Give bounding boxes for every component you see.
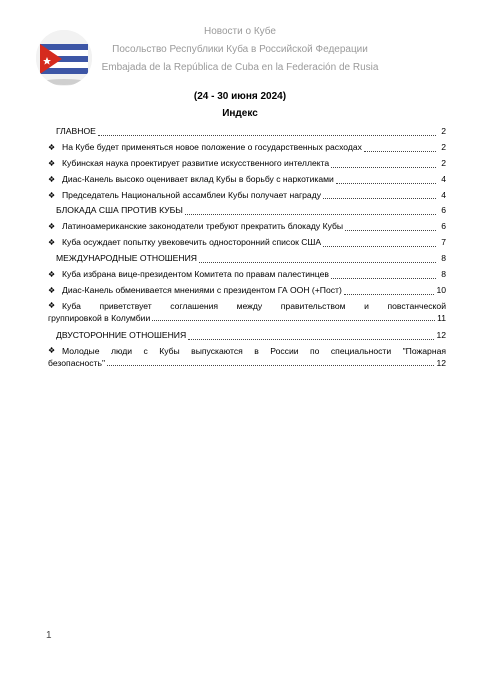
leader-dots — [199, 262, 436, 263]
toc-page-number: 8 — [441, 253, 446, 264]
cuba-flag-logo — [36, 30, 92, 86]
leader-dots — [323, 198, 436, 199]
leader-dots — [152, 320, 435, 321]
page-number: 1 — [46, 630, 52, 641]
toc-item-title: Кубинская наука проектирует развитие искусственного интеллекта — [62, 157, 330, 168]
toc-item[interactable] — [48, 299, 446, 328]
toc-page-number: 12 — [436, 329, 446, 340]
toc-section-title: БЛОКАДА США ПРОТИВ КУБЫ — [56, 205, 183, 216]
table-of-contents — [48, 124, 446, 373]
diamond-bullet-icon: ❖ — [48, 142, 56, 152]
leader-dots — [188, 339, 434, 340]
toc-item[interactable] — [48, 172, 446, 188]
toc-item-title: Диас-Канель обменивается мнениями с президентом ГА ООН (+Пост) — [62, 284, 342, 295]
leader-dots — [185, 214, 436, 215]
toc-item[interactable] — [48, 344, 446, 373]
diamond-bullet-icon: ❖ — [48, 238, 56, 248]
leader-dots — [331, 278, 436, 279]
toc-item[interactable] — [48, 235, 446, 251]
toc-item-title: На Кубе будет применяться новое положение о государственных расходах — [62, 141, 362, 152]
toc-item-title: Диас-Канель высоко оценивает вклад Кубы в борьбу с наркотиками — [62, 173, 334, 184]
date-range: (24 - 30 июня 2024) — [193, 91, 287, 102]
toc-page-number: 6 — [441, 205, 446, 216]
leader-dots — [323, 246, 436, 247]
toc-section-title: ГЛАВНОЕ — [56, 125, 96, 136]
toc-page-number: 8 — [441, 269, 446, 279]
toc-section-title: ДВУСТОРОННИЕ ОТНОШЕНИЯ — [56, 329, 187, 340]
header-embassy-es: Embajada de la República de Cuba en la Federación de Rusia — [101, 62, 379, 73]
toc-item-title-line2: группировкой в Колумбии — [48, 313, 151, 324]
toc-page-number: 4 — [441, 173, 446, 184]
toc-item-title-line1: Молодые люди с Кубы выпускаются в России по специальности "Пожарная — [62, 345, 446, 356]
header-embassy-ru: Посольство Республики Куба в Российской Федерации — [112, 44, 368, 55]
toc-page-number: 12 — [436, 358, 446, 369]
toc-item-title: Латиноамериканские законодатели требуют прекратить блокаду Кубы — [62, 221, 344, 232]
leader-dots — [344, 294, 435, 295]
toc-page-number: 11 — [437, 313, 446, 324]
toc-item-title: Председатель Национальной ассамблеи Кубы получает награду — [62, 189, 322, 200]
leader-dots — [98, 135, 436, 136]
toc-item-title: Куба избрана вице-президентом Комитета по правам палестинцев — [62, 269, 329, 279]
toc-item[interactable] — [48, 140, 446, 156]
toc-section[interactable] — [48, 328, 446, 344]
toc-item[interactable] — [48, 267, 446, 283]
toc-page-number: 2 — [441, 157, 446, 168]
diamond-bullet-icon: ❖ — [48, 300, 56, 310]
index-title: Индекс — [222, 108, 258, 119]
leader-dots — [331, 167, 436, 168]
diamond-bullet-icon: ❖ — [48, 190, 56, 200]
toc-item-title-line2: безопасность" — [48, 358, 106, 369]
toc-page-number: 2 — [441, 141, 446, 152]
toc-page-number: 2 — [441, 125, 446, 136]
leader-dots — [364, 151, 436, 152]
toc-page-number: 10 — [436, 284, 446, 295]
diamond-bullet-icon: ❖ — [48, 270, 56, 279]
diamond-bullet-icon: ❖ — [48, 285, 56, 295]
header-news-title: Новости о Кубе — [204, 26, 276, 37]
diamond-bullet-icon: ❖ — [48, 174, 56, 184]
toc-page-number: 4 — [441, 189, 446, 200]
toc-section[interactable] — [48, 124, 446, 140]
leader-dots — [345, 230, 436, 231]
leader-dots — [336, 183, 436, 184]
diamond-bullet-icon: ❖ — [48, 345, 56, 355]
diamond-bullet-icon: ❖ — [48, 158, 56, 168]
toc-section-title: МЕЖДУНАРОДНЫЕ ОТНОШЕНИЯ — [56, 253, 197, 264]
toc-item[interactable] — [48, 188, 446, 204]
leader-dots — [107, 365, 434, 366]
toc-item-title-line1: Куба приветствует соглашения между правительством и повстанческой — [62, 300, 446, 311]
toc-item[interactable] — [48, 219, 446, 235]
toc-item[interactable] — [48, 156, 446, 172]
toc-section[interactable] — [48, 203, 446, 219]
toc-section[interactable] — [48, 251, 446, 267]
diamond-bullet-icon: ❖ — [48, 222, 56, 232]
toc-item-title: Куба осуждает попытку увековечить односторонний список США — [62, 237, 322, 248]
toc-page-number: 7 — [441, 237, 446, 248]
toc-page-number: 6 — [441, 221, 446, 232]
toc-item[interactable] — [48, 283, 446, 299]
